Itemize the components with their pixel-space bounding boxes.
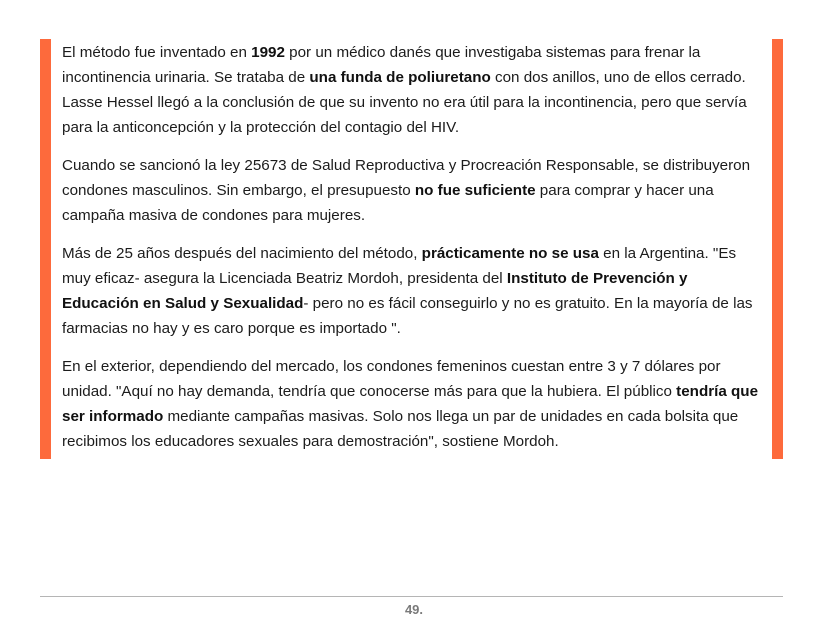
bold-text-segment: 1992 — [251, 44, 285, 61]
text-segment: en la Argentina. "Es muy eficaz- asegura la Licenciada Beatriz Mordoh, presidenta del — [62, 245, 737, 287]
bold-text-segment: prácticamente no se usa — [421, 245, 599, 262]
text-segment: por un médico danés que investigaba sistemas para frenar la incontinencia urinaria. Se trataba de — [62, 44, 701, 86]
bold-text-segment: Instituto de Prevención y Educación en Salud y Sexualidad — [62, 270, 688, 312]
text-segment: mediante campañas masivas. Solo nos llega un par de unidades en cada bolsita que recibimos los educadores sexuales para demostración", sostiene Mordoh. — [62, 408, 739, 450]
bold-text-segment: una funda de poliuretano — [309, 69, 491, 86]
footer-divider — [40, 596, 783, 597]
text-segment: El método fue inventado en — [62, 44, 252, 61]
right-accent-bar — [772, 39, 783, 459]
left-accent-bar — [40, 39, 51, 459]
paragraph-1 — [62, 40, 768, 140]
text-segment: con dos anillos, uno de ellos cerrado. Lasse Hessel llegó a la conclusión de que su invento no era útil para la incontinencia, pero que servía para la anticoncepción y la protección del contagio del HIV. — [62, 69, 747, 136]
text-segment: - pero no es fácil conseguirlo y no es gratuito. En la mayoría de las farmacias no hay y es caro porque es importado ". — [62, 295, 753, 337]
bold-text-segment: tendría que ser informado — [62, 383, 759, 425]
paragraph-2 — [62, 153, 768, 228]
page-number: 49. — [404, 602, 424, 617]
text-segment: Más de 25 años después del nacimiento del método, — [62, 245, 422, 262]
text-segment: En el exterior, dependiendo del mercado, los condones femeninos cuestan entre 3 y 7 dólares por unidad. "Aquí no hay demanda, tendría que conocerse más para que la hubiera. El público — [62, 358, 721, 400]
paragraph-4 — [62, 354, 768, 454]
paragraph-3 — [62, 241, 768, 341]
text-segment: para comprar y hacer una campaña masiva de condones para mujeres. — [62, 182, 714, 224]
article-body — [62, 40, 768, 467]
text-segment: Cuando se sancionó la ley 25673 de Salud Reproductiva y Procreación Responsable, se distribuyeron condones masculinos. Sin embargo, el presupuesto — [62, 157, 751, 199]
bold-text-segment: no fue suficiente — [414, 182, 536, 199]
